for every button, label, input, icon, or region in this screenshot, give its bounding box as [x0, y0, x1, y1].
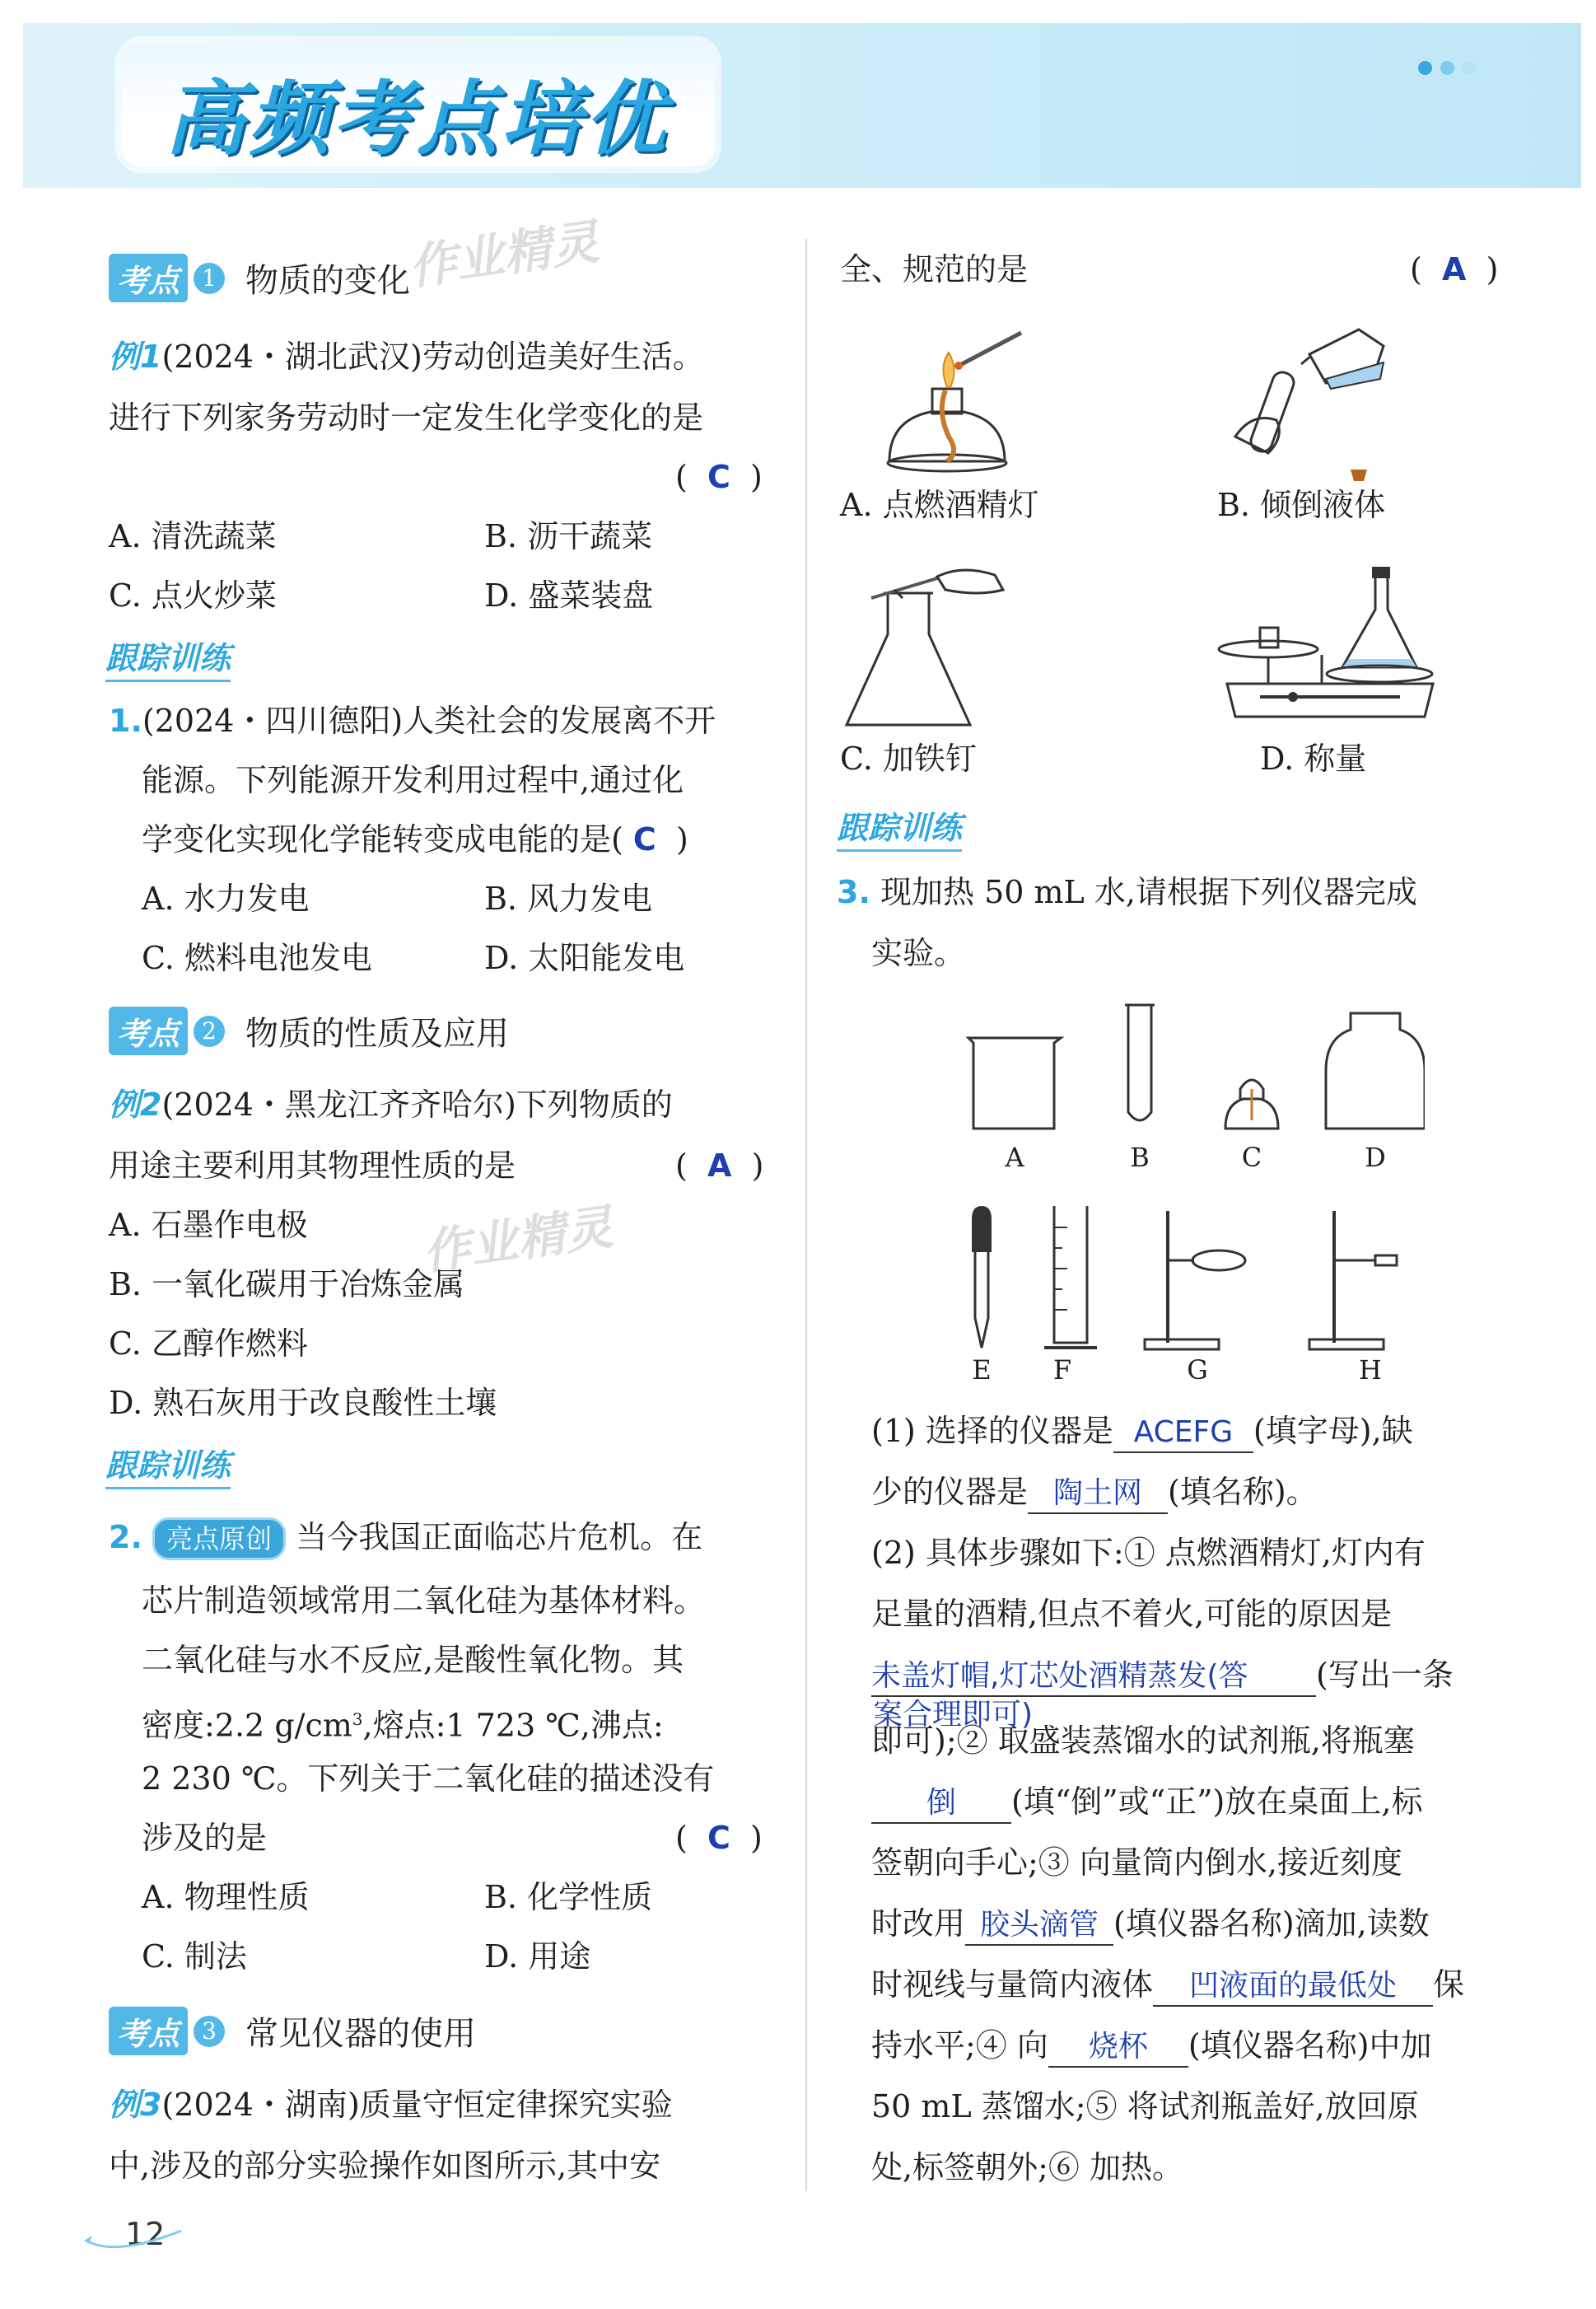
answer-value: C — [707, 459, 730, 495]
question-number: 3. — [837, 874, 870, 910]
question-3-line1 — [837, 873, 1417, 911]
question-text: (2) 具体步骤如下:① 点燃酒精灯,灯内有 — [871, 1535, 1426, 1571]
option-a: A. 水力发电 — [142, 881, 310, 917]
option-b: B. 倾倒液体 — [1217, 487, 1386, 523]
apparatus-label: F — [1052, 1354, 1072, 1386]
page-title: 高频考点培优 — [165, 72, 670, 166]
question-text: 少的仪器是 — [871, 1474, 1029, 1510]
question-text: 芯片制造领域常用二氧化硅为基体材料。 — [142, 1582, 706, 1619]
sub-question-2-line9 — [871, 2026, 1432, 2068]
question-text: 实验。 — [871, 935, 966, 971]
question-text: (2024・湖北武汉)劳动创造美好生活。 — [161, 339, 704, 375]
page-number-swoosh — [82, 2224, 189, 2257]
answer-value: C — [632, 821, 656, 858]
option-d: D. 称量 — [1260, 741, 1367, 777]
question-text: 即可);② 取盛装蒸馏水的试剂瓶,将瓶塞 — [871, 1722, 1415, 1759]
question-text: 二氧化硅与水不反应,是酸性氧化物。其 — [142, 1642, 684, 1678]
question-text: (2024・黑龙江齐齐哈尔)下列物质的 — [161, 1087, 673, 1123]
apparatus-row-2 — [947, 1203, 1408, 1351]
question-text: 保 — [1433, 1966, 1465, 2003]
question-text: 签朝向手心;③ 向量筒内倒水,接近刻度 — [871, 1844, 1402, 1881]
sub-question-2-line3 — [871, 1656, 1454, 1697]
sub-question-2-line7 — [871, 1905, 1430, 1946]
question-text: (写出一条 — [1316, 1657, 1454, 1693]
question-text: 处,标签朝外;⑥ 加热。 — [871, 2149, 1183, 2185]
question-text: 涉及的是 — [142, 1820, 268, 1856]
pouring-liquid-figure — [1219, 313, 1408, 486]
apparatus-label: B — [1130, 1142, 1150, 1173]
superscript: 3 — [352, 1709, 363, 1729]
column-divider — [805, 239, 807, 2191]
option-a: A. 石墨作电极 — [109, 1207, 308, 1243]
apparatus-label: E — [972, 1354, 992, 1386]
question-text: 能源。下列能源开发利用过程中,通过化 — [142, 762, 684, 798]
answer-bracket: ( A ) — [1410, 251, 1499, 287]
adding-iron-nail-figure — [838, 560, 1020, 733]
section-header-2 — [109, 1007, 509, 1055]
question-text: 2 230 ℃。下列关于二氧化硅的描述没有 — [142, 1760, 715, 1797]
handwritten-answer: 凹液面的最低处 — [1189, 1969, 1398, 2003]
question-text: (1) 选择的仪器是 — [871, 1413, 1113, 1449]
option-a: A. 点燃酒精灯 — [840, 487, 1039, 523]
option-a: A. 物理性质 — [142, 1879, 310, 1915]
handwritten-answer: 案合理即可) — [873, 1698, 1034, 1732]
option-b: B. 化学性质 — [484, 1879, 653, 1915]
question-text: (2024・湖南)质量守恒定律探究实验 — [161, 2087, 673, 2123]
question-number: 2. — [109, 1519, 142, 1555]
section-number: 2 — [191, 1013, 227, 1049]
apparatus-label: C — [1241, 1142, 1262, 1173]
question-text: (填“倒”或“正”)放在桌面上,标 — [1011, 1783, 1423, 1820]
question-text: 当今我国正面临芯片危机。在 — [296, 1519, 703, 1555]
option-d: D. 熟石灰用于改良酸性土壤 — [109, 1385, 497, 1421]
apparatus-label: G — [1187, 1354, 1208, 1386]
question-text: 时改用 — [871, 1905, 966, 1942]
sub-question-2-line8 — [871, 1965, 1464, 2007]
balance-weighing-figure — [1211, 560, 1449, 733]
question-text: (填仪器名称)滴加,读数 — [1113, 1905, 1430, 1942]
example-1-line1 — [109, 338, 704, 376]
reagent-bottle — [1326, 1013, 1425, 1129]
handwritten-answer: 烧杯 — [1088, 2030, 1148, 2064]
question-text: 全、规范的是 — [840, 251, 1029, 287]
section-number: 3 — [191, 2013, 227, 2050]
sub-question-1-line1 — [871, 1412, 1413, 1453]
question-1-line1 — [109, 702, 716, 740]
option-b: B. 风力发电 — [484, 881, 653, 917]
test-tube — [1128, 1005, 1151, 1120]
section-title: 物质的性质及应用 — [245, 1015, 510, 1053]
question-text: 中,涉及的部分实验操作如图所示,其中安 — [109, 2148, 661, 2184]
handwritten-answer: 未盖灯帽,灯芯处酒精蒸发(答 — [871, 1659, 1248, 1693]
watermark: 作业精灵 — [419, 1199, 617, 1281]
beaker — [968, 1038, 1061, 1129]
apparatus-label: H — [1359, 1354, 1382, 1386]
section-tag: 考点 — [109, 254, 188, 302]
example-label: 例1 — [109, 339, 162, 375]
answer-value: A — [707, 1147, 732, 1184]
decorative-dots — [1418, 61, 1485, 78]
apparatus-label: A — [1005, 1142, 1024, 1173]
apparatus-row-1 — [964, 997, 1425, 1137]
option-d: D. 用途 — [484, 1938, 591, 1975]
option-c: C. 制法 — [142, 1938, 247, 1975]
option-a: A. 清洗蔬菜 — [109, 518, 277, 554]
handwritten-answer: 陶土网 — [1053, 1476, 1143, 1510]
section-header-3 — [109, 2007, 476, 2055]
question-text: 学变化实现化学能转变成电能的是( — [142, 821, 623, 858]
option-c: C. 加铁钉 — [840, 741, 977, 777]
tracking-training-header: 跟踪训练 — [837, 802, 962, 852]
example-2-line1 — [109, 1086, 673, 1124]
question-text: (填仪器名称)中加 — [1188, 2027, 1432, 2064]
handwritten-answer: 倒 — [926, 1786, 956, 1820]
answer-bracket: ( C ) — [675, 1820, 763, 1856]
handwritten-answer: 胶头滴管 — [980, 1908, 1099, 1942]
question-text: 时视线与量筒内液体 — [871, 1966, 1154, 2003]
dropper — [972, 1206, 992, 1252]
option-b: B. 沥干蔬菜 — [484, 518, 653, 554]
answer-value: A — [1441, 251, 1467, 287]
question-text: 进行下列家务劳动时一定发生化学变化的是 — [109, 400, 704, 436]
example-label: 例3 — [109, 2087, 162, 2123]
tracking-training-header: 跟踪训练 — [105, 1440, 231, 1489]
section-title: 物质的变化 — [245, 262, 411, 300]
answer-value: C — [707, 1820, 730, 1856]
measuring-cylinder — [1054, 1206, 1087, 1343]
option-b: B. 一氧化碳用于冶炼金属 — [109, 1266, 465, 1302]
option-c: C. 点火炒菜 — [109, 577, 277, 614]
answer-bracket: ( A ) — [675, 1147, 764, 1184]
question-text: (填名称)。 — [1168, 1474, 1318, 1510]
option-c: C. 乙醇作燃料 — [109, 1325, 308, 1362]
page-number: 12 — [125, 2216, 166, 2252]
question-text: (填字母),缺 — [1253, 1413, 1413, 1449]
section-tag: 考点 — [109, 1007, 188, 1055]
example-3-line1 — [109, 2086, 673, 2124]
example-label: 例2 — [109, 1087, 162, 1123]
section-number: 1 — [191, 260, 227, 297]
question-2-line6 — [142, 1819, 267, 1857]
alcohol-lamp-lighting-figure — [873, 321, 1038, 486]
question-text: ,熔点:1 723 ℃,沸点: — [362, 1707, 664, 1744]
apparatus-label: D — [1365, 1142, 1386, 1173]
tracking-training-header: 跟踪训练 — [105, 633, 231, 682]
sub-question-1-line2 — [871, 1473, 1318, 1514]
question-text: 足量的酒精,但点不着火,可能的原因是 — [871, 1596, 1393, 1632]
question-number: 1. — [109, 703, 142, 739]
question-text: 密度:2.2 g/cm — [142, 1707, 352, 1744]
question-1-line3: 学变化实现化学能转变成电能的是( C ) — [142, 821, 688, 858]
question-text: 持水平;④ 向 — [871, 2027, 1048, 2064]
example-2-line2 — [109, 1147, 516, 1185]
question-2-line4 — [142, 1700, 664, 1745]
question-text: 现加热 50 mL 水,请根据下列仪器完成 — [880, 874, 1417, 910]
option-c: C. 燃料电池发电 — [142, 940, 372, 976]
answer-bracket: ( C ) — [675, 459, 763, 495]
option-d: D. 盛菜装盘 — [484, 577, 654, 614]
sub-question-2-line5 — [871, 1783, 1422, 1824]
question-text: 50 mL 蒸馏水;⑤ 将试剂瓶盖好,放回原 — [871, 2088, 1419, 2124]
handwritten-answer: ACEFG — [1133, 1415, 1234, 1449]
option-d: D. 太阳能发电 — [484, 940, 685, 976]
question-2-line1 — [109, 1517, 702, 1560]
question-text: 用途主要利用其物理性质的是 — [109, 1147, 516, 1184]
original-badge: 亮点原创 — [152, 1517, 286, 1560]
section-header-1 — [109, 254, 410, 302]
question-text: (2024・四川德阳)人类社会的发展离不开 — [142, 703, 716, 739]
section-title: 常见仪器的使用 — [245, 2015, 477, 2053]
watermark: 作业精灵 — [405, 213, 603, 296]
section-tag: 考点 — [109, 2007, 188, 2055]
